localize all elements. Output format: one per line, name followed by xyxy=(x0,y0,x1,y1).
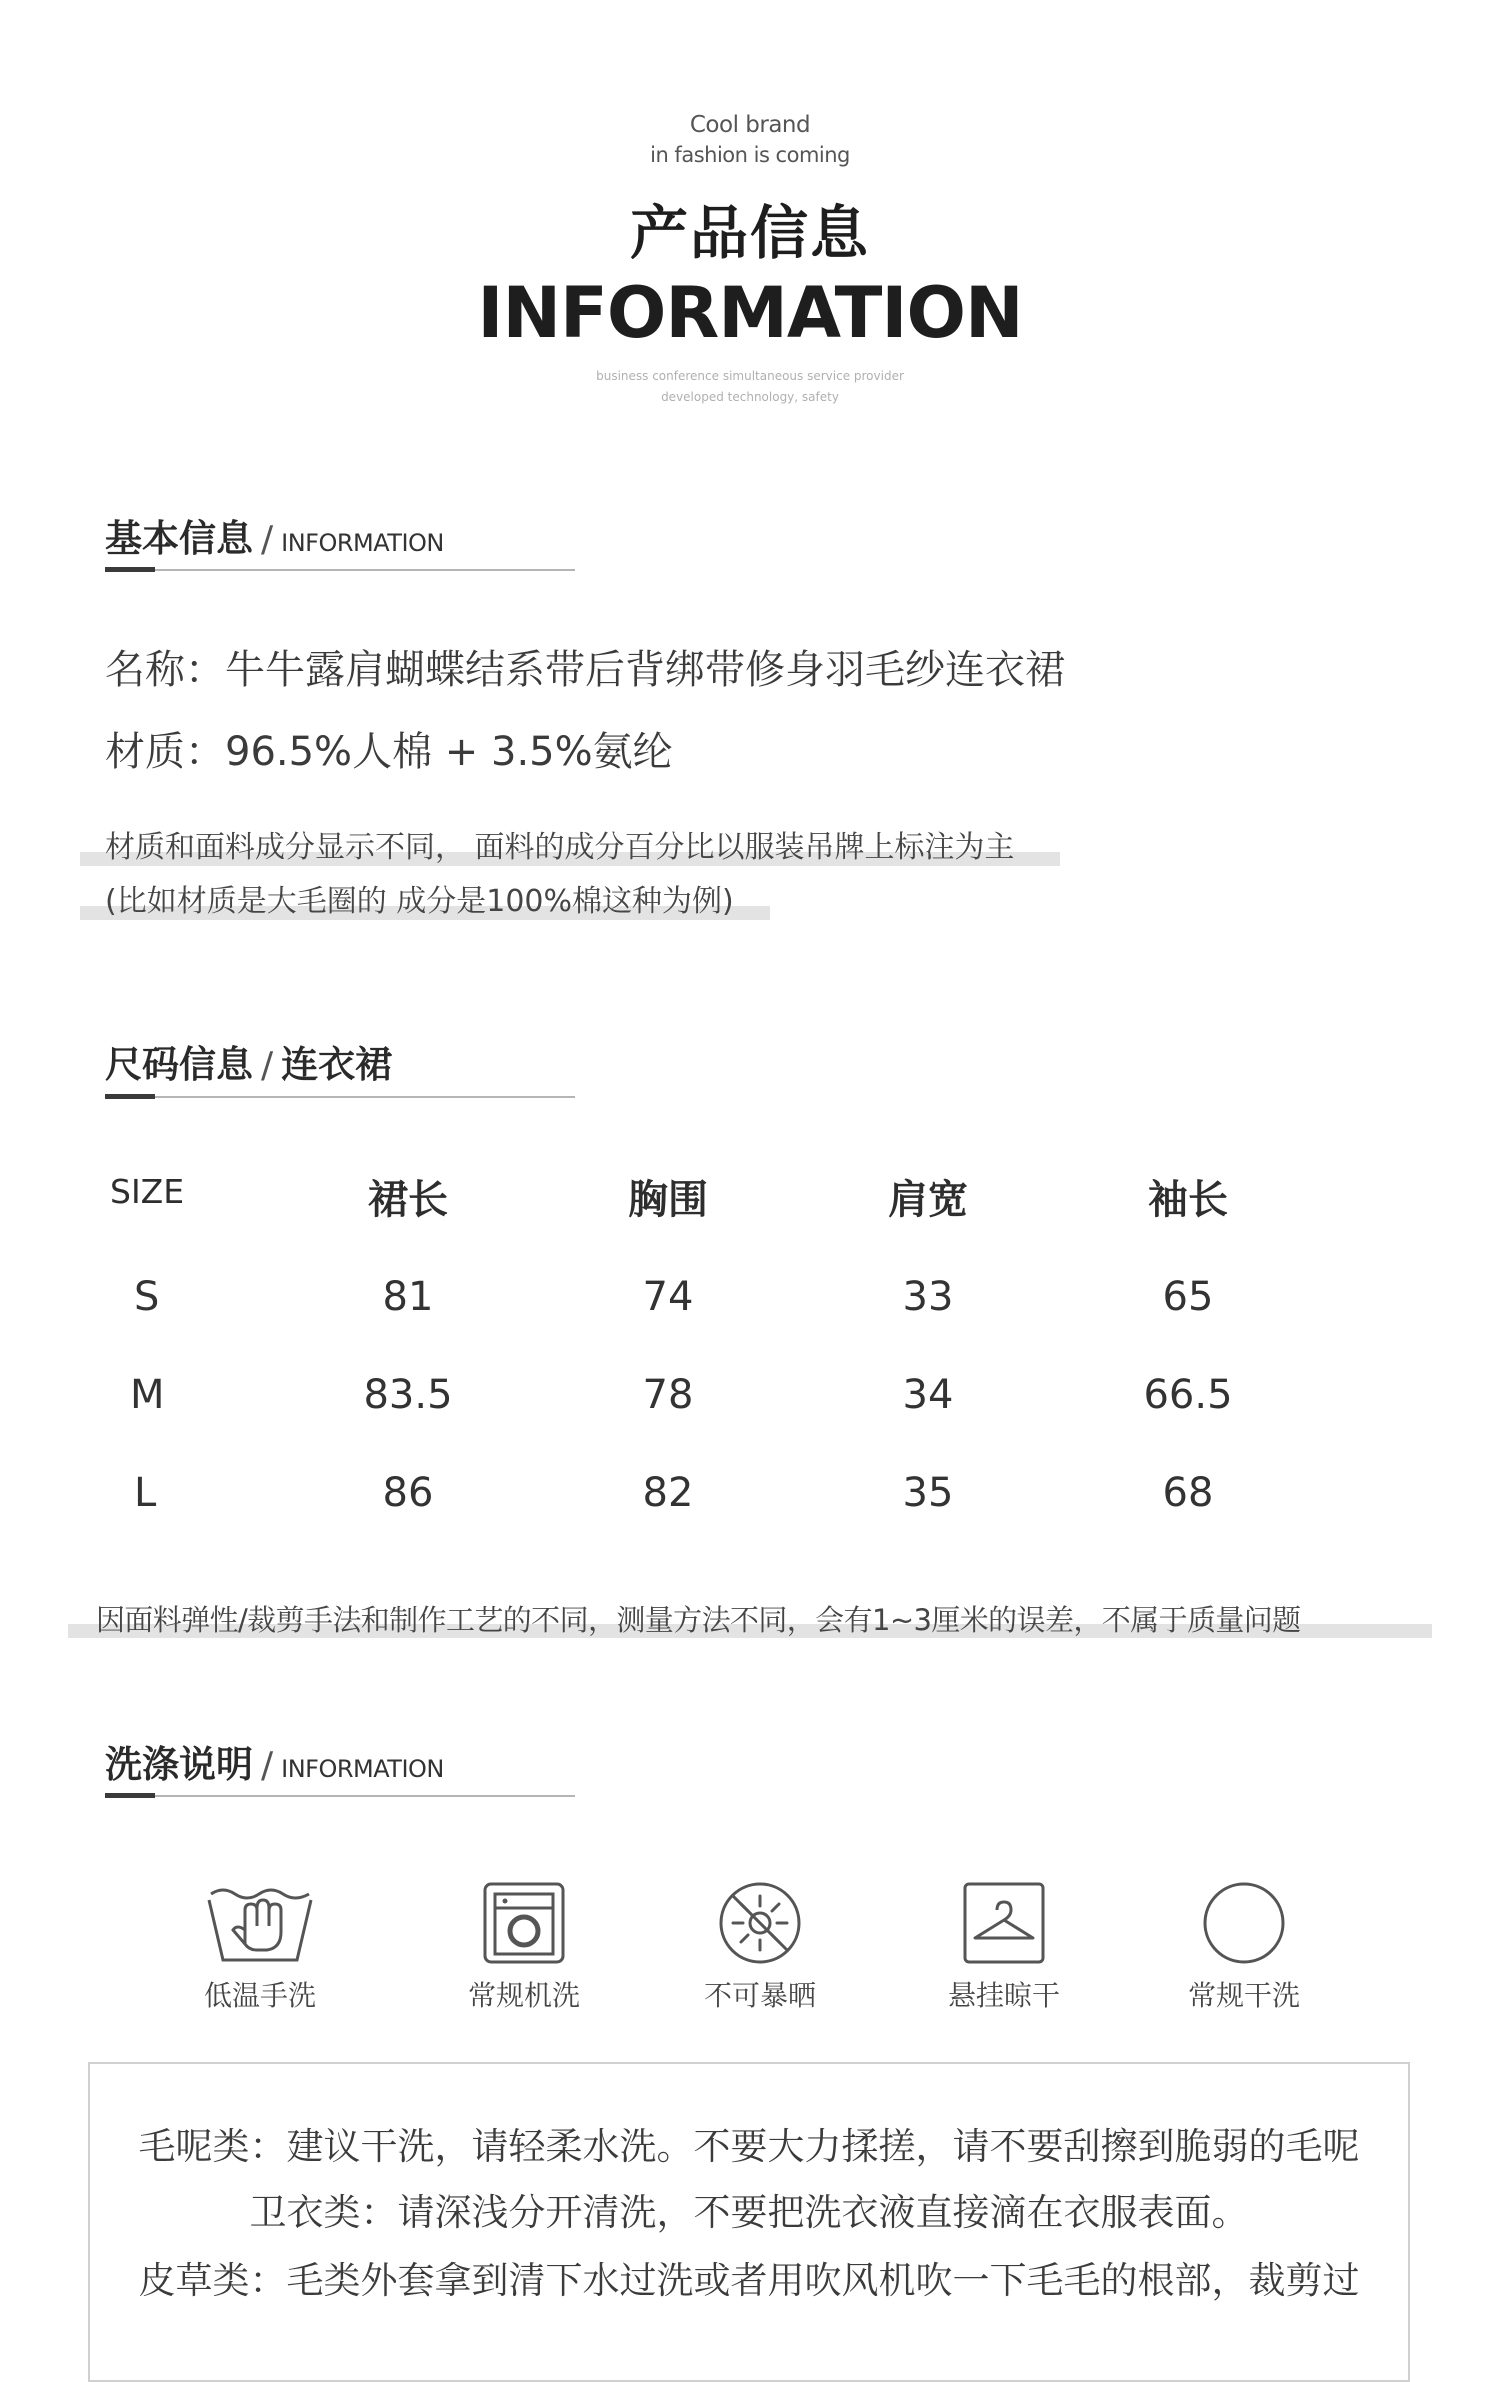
table-cell: 66.5 xyxy=(1143,1372,1233,1418)
wash-label: 常规干洗 xyxy=(1187,1979,1300,2012)
table-cell: 65 xyxy=(1162,1274,1214,1320)
section-divider xyxy=(105,1795,575,1797)
table-cell: 78 xyxy=(642,1372,694,1418)
section-divider xyxy=(105,1096,575,1098)
product-name: 名称：牛牛露肩蝴蝶结系带后背绑带修身羽毛纱连衣裙 xyxy=(105,647,1065,693)
size-info-heading-cn: 尺码信息 xyxy=(105,1043,253,1086)
heading-slash: / xyxy=(261,1045,274,1086)
wash-label: 常规机洗 xyxy=(467,1979,580,2012)
wash-label: 悬挂晾干 xyxy=(947,1979,1060,2012)
care-line: 毛呢类：建议干洗，请轻柔水洗。不要大力揉搓，请不要刮擦到脆弱的毛呢 xyxy=(138,2125,1360,2168)
material-note-2: (比如材质是大毛圈的 成分是100%棉这种为例) xyxy=(105,884,734,919)
tagline-2: developed technology, safety xyxy=(661,390,839,404)
no-sun-dry-icon xyxy=(717,1880,803,1966)
table-cell: 35 xyxy=(902,1470,954,1516)
section-divider-accent xyxy=(105,567,155,572)
wash-item-machine xyxy=(424,1880,624,2014)
table-cell-size: M xyxy=(130,1372,165,1418)
washing-heading-cn: 洗涤说明 xyxy=(105,1743,253,1786)
table-cell: 34 xyxy=(902,1372,954,1418)
wash-item-hang xyxy=(904,1880,1104,2014)
dry-clean-icon xyxy=(1201,1880,1287,1966)
table-cell: 33 xyxy=(902,1274,954,1320)
basic-info-heading xyxy=(105,508,575,568)
heading-slash: / xyxy=(261,1745,274,1786)
hang-dry-icon xyxy=(961,1880,1047,1966)
table-cell-size: S xyxy=(134,1274,160,1320)
size-info-heading xyxy=(105,1034,575,1094)
table-cell: 82 xyxy=(642,1470,694,1516)
page-title-en: INFORMATION xyxy=(477,272,1023,354)
table-header-length: 裙长 xyxy=(368,1177,448,1223)
care-line: 卫衣类：请深浅分开清洗，不要把洗衣液直接滴在衣服表面。 xyxy=(249,2191,1249,2234)
care-line: 皮草类：毛类外套拿到清下水过洗或者用吹风机吹一下毛毛的根部，裁剪过 xyxy=(138,2259,1360,2302)
heading-slash: / xyxy=(261,519,274,560)
basic-info-heading-cn: 基本信息 xyxy=(105,517,253,560)
product-material: 材质：96.5%人棉 + 3.5%氨纶 xyxy=(105,729,673,775)
wash-item-no-sun xyxy=(660,1880,860,2014)
table-cell: 68 xyxy=(1162,1470,1214,1516)
table-header-size: SIZE xyxy=(110,1172,185,1211)
wash-label: 不可暴晒 xyxy=(703,1979,816,2012)
machine-wash-icon xyxy=(481,1880,567,1966)
table-header-bust: 胸围 xyxy=(628,1177,708,1223)
material-note-1: 材质和面料成分显示不同， 面料的成分百分比以服装吊牌上标注为主 xyxy=(105,830,1015,865)
section-divider xyxy=(105,569,575,571)
page-title-cn: 产品信息 xyxy=(629,199,870,267)
basic-info-heading-en: INFORMATION xyxy=(281,529,444,557)
wash-item-dry-clean xyxy=(1144,1880,1344,2014)
section-divider-accent xyxy=(105,1094,155,1099)
table-header-sleeve: 袖长 xyxy=(1148,1177,1228,1223)
table-cell: 86 xyxy=(382,1470,434,1516)
section-divider-accent xyxy=(105,1793,155,1798)
washing-heading xyxy=(105,1734,575,1794)
wash-label: 低温手洗 xyxy=(203,1979,316,2012)
tagline-1: business conference simultaneous service provider xyxy=(596,369,904,383)
brand-line-1: Cool brand xyxy=(689,112,811,138)
table-cell: 81 xyxy=(382,1274,434,1320)
washing-heading-en: INFORMATION xyxy=(281,1755,444,1783)
wash-item-hand xyxy=(160,1880,360,2014)
size-note: 因面料弹性/裁剪手法和制作工艺的不同，测量方法不同，会有1~3厘米的误差，不属于质量问题 xyxy=(96,1603,1301,1637)
table-cell-size: L xyxy=(134,1470,157,1516)
brand-line-2: in fashion is coming xyxy=(650,143,850,167)
table-cell: 74 xyxy=(642,1274,694,1320)
table-header-shoulder: 肩宽 xyxy=(888,1177,968,1223)
hand-wash-icon xyxy=(205,1880,315,1966)
size-info-heading-cn2: 连衣裙 xyxy=(281,1043,393,1086)
table-cell: 83.5 xyxy=(363,1372,453,1418)
